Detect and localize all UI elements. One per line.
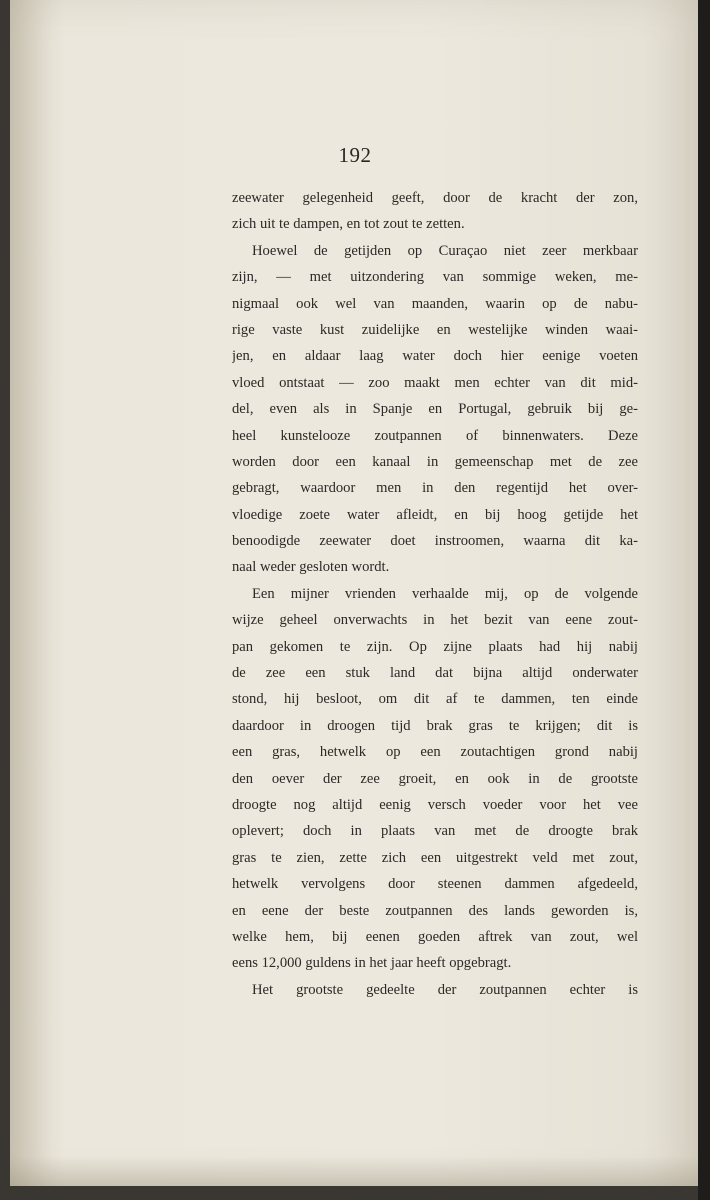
text-line: nigmaal ook wel van maanden, waarin op de nabu- [232,295,638,312]
text-line: oplevert; doch in plaats van met de droogte brak [232,823,638,840]
text-line: heel kunstelooze zoutpannen of binnenwaters. Deze [232,427,638,444]
text-line: Hoewel de getijden op Curaçao niet zeer merkbaar [252,242,638,259]
text-line: naal weder gesloten wordt. [232,559,390,576]
text-line: een gras, hetwelk op een zoutachtigen grond nabij [232,744,638,761]
text-line: pan gekomen te zijn. Op zijne plaats had hij nabij [232,638,638,655]
scan-border [698,0,710,1200]
text-line: en eene der beste zoutpannen des lands geworden is, [232,902,638,919]
text-line: droogte nog altijd eenig versch voeder voor het vee [232,796,638,813]
text-line: del, even als in Spanje en Portugal, gebruik bij ge- [232,401,638,418]
text-line: vloed ontstaat — zoo maakt men echter van dit mid- [232,374,638,391]
text-line: gebragt, waardoor men in den regentijd het over- [232,480,638,497]
text-line: zich uit te dampen, en tot zout te zetten. [232,216,465,233]
text-line: de zee een stuk land dat bijna altijd onderwater [232,665,638,682]
text-line: gras te zien, zette zich een uitgestrekt veld met zout, [232,849,638,866]
text-line: worden door een kanaal in gemeenschap met de zee [232,453,638,470]
text-line: welke hem, bij eenen goeden aftrek van zout, wel [232,928,638,945]
page-number: 192 [338,143,372,167]
text-line: eens 12,000 guldens in het jaar heeft opgebragt. [232,955,512,972]
text-line: daardoor in droogen tijd brak gras te krijgen; dit is [232,717,638,734]
text-line: jen, en aldaar laag water doch hier eenige voeten [232,348,638,365]
text-line: zeewater gelegenheid geeft, door de kracht der zon, [232,190,638,206]
text-line: hetwelk vervolgens door steenen dammen afgedeeld, [232,876,638,893]
body-text [232,185,638,1003]
text-line: zijn, — met uitzondering van sommige weken, me- [232,269,638,286]
text-line: Het grootste gedeelte der zoutpannen echter is [252,981,638,998]
text-line: wijze geheel onverwachts in het bezit van eene zout- [232,612,638,629]
text-line: Een mijner vrienden verhaalde mij, op de volgende [252,585,638,602]
text-line: vloedige zoete water afleidt, en bij hoog getijde het [232,506,638,523]
page-bottom-shadow [10,1156,698,1186]
text-line: den oever der zee groeit, en ook in de grootste [232,770,638,787]
text-line: rige vaste kust zuidelijke en westelijke winden waai- [232,321,638,338]
text-line: stond, hij besloot, om dit af te dammen, ten einde [232,691,638,708]
page-gutter-shadow [10,0,65,1186]
text-line: benoodigde zeewater doet instroomen, waarna dit ka- [232,533,638,550]
